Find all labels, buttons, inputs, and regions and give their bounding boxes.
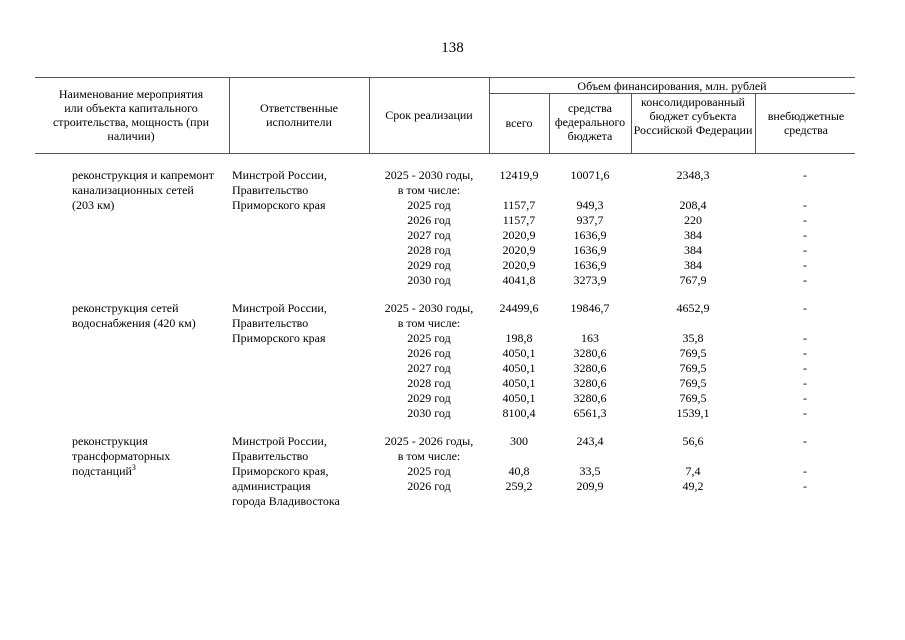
- table-top-rule: [35, 77, 855, 78]
- header-name: Наименование мероприятия или объекта капитального строительства, мощность (при наличии): [52, 87, 209, 143]
- row-extra: - - - - - - -: [803, 301, 807, 420]
- header-extra: внебюджетные средства: [767, 109, 845, 137]
- header-total: всего: [505, 116, 533, 130]
- footnote-marker: 3: [131, 463, 136, 472]
- row-periods: 2025 - 2026 годы, в том числе: 2025 год 2026 год: [384, 434, 474, 493]
- header-period: Срок реализации: [385, 108, 473, 122]
- col-divider: [549, 93, 550, 153]
- row-regional: 4652,9 35,8 769,5 769,5 769,5 769,5 1539,1: [676, 301, 710, 420]
- header-regional: консолидированный бюджет субъекта Российской Федерации: [633, 95, 753, 137]
- row-total: 300 40,8 259,2: [505, 434, 533, 493]
- row-periods: 2025 - 2030 годы, в том числе: 2025 год 2026 год 2027 год 2028 год 2029 год 2030 год: [384, 301, 474, 420]
- col-divider: [229, 77, 230, 153]
- col-divider: [755, 93, 756, 153]
- row-total: 24499,6 198,8 4050,1 4050,1 4050,1 4050,1 8100,4: [499, 301, 539, 420]
- row-periods: 2025 - 2030 годы, в том числе: 2025 год 2026 год 2027 год 2028 год 2029 год 2030 год: [384, 168, 474, 287]
- row-executors: Минстрой России, Правительство Приморского края: [232, 168, 327, 212]
- row-name: реконструкция трансформаторных подстанций$^3$: [72, 434, 171, 478]
- row-regional: 2348,3 208,4 220 384 384 384 767,9: [676, 168, 710, 287]
- row-regional: 56,6 7,4 49,2: [682, 434, 704, 493]
- page-number: 138: [441, 40, 464, 56]
- row-federal: 19846,7 163 3280,6 3280,6 3280,6 3280,6 6561,3: [570, 301, 610, 420]
- row-executors: Минстрой России, Правительство Приморского края: [232, 301, 327, 345]
- row-total: 12419,9 1157,7 1157,7 2020,9 2020,9 2020,9 4041,8: [499, 168, 539, 287]
- header-federal: средства федерального бюджета: [554, 101, 626, 143]
- row-federal: 243,4 33,5 209,9: [576, 434, 604, 493]
- header-funding: Объем финансирования, млн. рублей: [577, 79, 767, 93]
- header-bottom-rule: [35, 153, 855, 154]
- row-extra: - - - - - - -: [803, 168, 807, 287]
- header-executors: Ответственные исполнители: [260, 101, 338, 129]
- row-federal: 10071,6 949,3 937,7 1636,9 1636,9 1636,9 3273,9: [570, 168, 610, 287]
- col-divider: [631, 93, 632, 153]
- row-executors: Минстрой России, Правительство Приморского края, администрация города Владивостока: [232, 434, 340, 508]
- funding-sub-rule: [489, 93, 855, 94]
- row-extra: - - -: [803, 434, 807, 493]
- row-name: реконструкция и капремонт канализационных сетей (203 км): [72, 168, 214, 212]
- row-name: реконструкция сетей водоснабжения (420 км): [72, 301, 196, 330]
